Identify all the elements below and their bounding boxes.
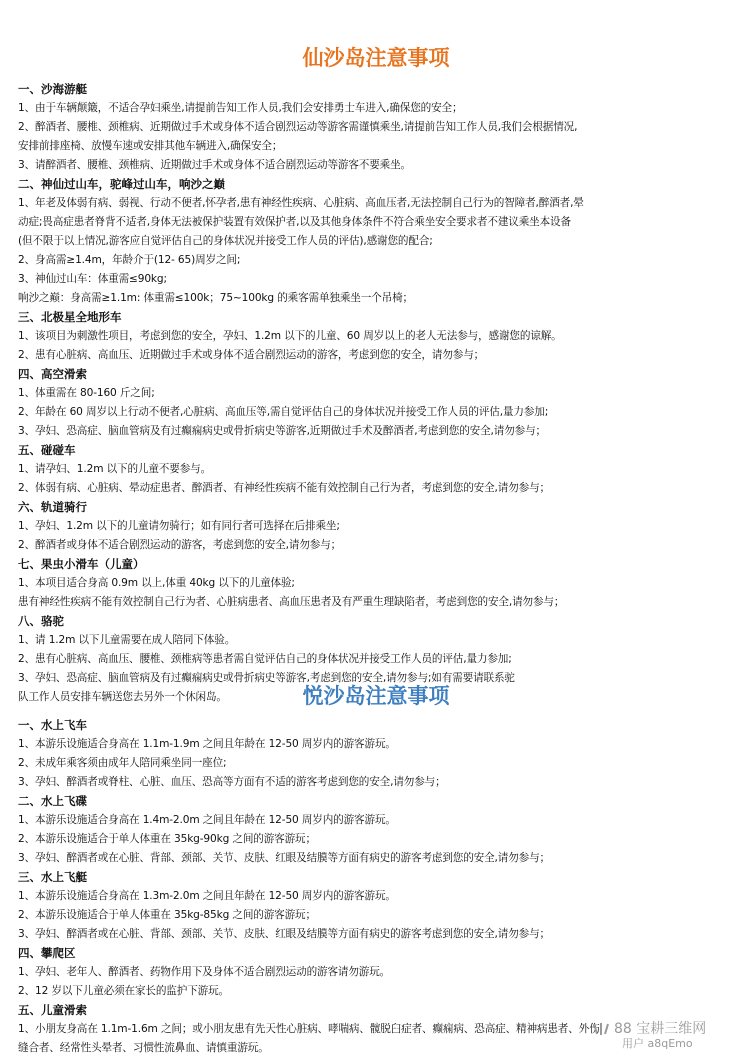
rule-line: 3、孕妇、醉酒者或脊柱、心脏、血压、恐高等方面有不适的游客考虑到您的安全,请勿参与； (18, 776, 446, 788)
rule-line: 1、本游乐设施适合身高在 1.4m-2.0m 之间且年龄在 12-50 周岁内的游客游玩。 (18, 814, 396, 826)
page-title-xianshadao: 仙沙岛注意事项 (302, 46, 450, 70)
rule-line: 1、体重需在 80-160 斤之间; (18, 387, 155, 399)
section-heading: 五、儿童滑索 (18, 1003, 87, 1017)
section-yueshadao (18, 716, 734, 1058)
section-heading: 一、水上飞车 (18, 718, 87, 732)
section-heading: 七、果虫小滑车（儿童） (18, 557, 145, 571)
watermark-site: 88 宝耕三维网 (614, 1021, 707, 1037)
rule-line: 1、孕妇、1.2m 以下的儿童请勿骑行；如有同行者可选择在后排乘坐; (18, 520, 340, 532)
rule-line: 动症;畏高症患者脊背不适者,身体无法被保护装置有效保护者,以及其他身体条件不符合乘坐安全要求者不建议乘坐本设备 (18, 216, 571, 228)
rule-line: 2、身高需≥1.4m，年龄介于(12- 65)周岁之间; (18, 254, 241, 266)
rule-line: 1、请 1.2m 以下儿童需要在成人陪同下体验。 (18, 634, 236, 646)
trident-logo-icon (592, 1022, 610, 1036)
section-xianshadao (18, 80, 734, 707)
rule-line: 1、本游乐设施适合身高在 1.1m-1.9m 之间且年龄在 12-50 周岁内的游客游玩。 (18, 738, 396, 750)
rule-line: 队工作人员安排车辆送您去另外一个休闲岛。 (18, 691, 227, 703)
section-heading: 四、高空滑索 (18, 367, 87, 381)
rule-line: 1、小朋友身高在 1.1m-1.6m 之间；或小朋友患有先天性心脏病、哮喘病、髋脱臼症者、癫痫病、恐高症、精神病患者、外伤 (18, 1023, 600, 1035)
rule-line: 患有神经性疾病不能有效控制自己行为者、心脏病患者、高血压患者及有严重生理缺陷者，考虑到您的安全,请勿参与； (18, 596, 565, 608)
rule-line: 1、请孕妇、1.2m 以下的儿童不要参与。 (18, 463, 212, 475)
rule-line: 2、未成年乘客须由成年人陪同乘坐同一座位; (18, 757, 227, 769)
section-heading: 五、碰碰车 (18, 443, 76, 457)
page-title-yueshadao: 悦沙岛注意事项 (302, 684, 450, 708)
rule-line: 2、患有心脏病、高血压、腰椎、颈椎病等患者需自觉评估自己的身体状况并接受工作人员的评估,量力参加; (18, 653, 512, 665)
rule-line: 安排前排座椅、放慢车速或安排其他车辆进入,确保安全； (18, 140, 283, 152)
rule-line: 3、请醉酒者、腰椎、颈椎病、近期做过手术或身体不适合剧烈运动等游客不要乘坐。 (18, 159, 412, 171)
rule-line: 2、年龄在 60 周岁以上行动不便者,心脏病、高血压等,需自觉评估自己的身体状况并接受工作人员的评估,量力参加; (18, 406, 549, 418)
rule-line: 1、年老及体弱有病、弱视、行动不便者,怀孕者,患有神经性疾病、心脏病、高血压者,无法控制自己行为的智障者,醉酒者,晕 (18, 197, 584, 209)
section-heading: 二、神仙过山车，驼峰过山车，响沙之巅 (18, 177, 225, 191)
rule-line: 1、本项目适合身高 0.9m 以上,体重 40kg 以下的儿童体验; (18, 577, 295, 589)
section-heading: 四、攀爬区 (18, 946, 76, 960)
rule-line: 3、孕妇、醉酒者或在心脏、背部、颈部、关节、皮肤、红眼及结膜等方面有病史的游客考虑到您的安全,请勿参与； (18, 928, 550, 940)
section-heading: 六、轨道骑行 (18, 500, 87, 514)
rule-line: 2、醉酒者、腰椎、颈椎病、近期做过手术或身体不适合剧烈运动等游客需谨慎乘坐,请提前告知工作人员,我们会根据情况, (18, 121, 578, 133)
watermark (592, 1021, 742, 1051)
rule-line: 1、本游乐设施适合身高在 1.3m-2.0m 之间且年龄在 12-50 周岁内的游客游玩。 (18, 890, 396, 902)
rule-line: 2、患有心脏病、高血压、近期做过手术或身体不适合剧烈运动的游客，考虑到您的安全，请勿参与； (18, 349, 485, 361)
section-heading: 二、水上飞碟 (18, 794, 87, 808)
rule-line: 响沙之巅：身高需≥1.1m: 体重需≤100k；75~100kg 的乘客需单独乘坐一个吊椅； (18, 292, 413, 304)
rule-line: (但不限于以上情况,游客应自觉评估自己的身体状况并接受工作人员的评估),感谢您的配合; (18, 235, 433, 247)
section-heading: 三、北极星全地形车 (18, 310, 122, 324)
rule-line: 3、神仙过山车：体重需≤90kg; (18, 273, 167, 285)
watermark-user: 用户 a8qEmo (622, 1037, 693, 1050)
rule-line: 缝合者、经常性头晕者、习惯性流鼻血、请慎重游玩。 (18, 1042, 269, 1054)
rule-line: 2、本游乐设施适合于单人体重在 35kg-85kg 之间的游客游玩； (18, 909, 316, 921)
rule-line: 3、孕妇、恐高症、脑血管病及有过癫痫病史或骨折病史等游客,考虑到您的安全,请勿参与;如有需要请联系驼 (18, 672, 515, 684)
rule-line: 2、本游乐设施适合于单人体重在 35kg-90kg 之间的游客游玩； (18, 833, 316, 845)
section-heading: 八、骆驼 (18, 614, 64, 628)
rule-line: 3、孕妇、醉酒者或在心脏、背部、颈部、关节、皮肤、红眼及结膜等方面有病史的游客考虑到您的安全,请勿参与； (18, 852, 550, 864)
rule-line: 1、由于车辆颠簸，不适合孕妇乘坐,请提前告知工作人员,我们会安排勇士车进入,确保您的安全； (18, 102, 463, 114)
section-heading: 一、沙海游艇 (18, 82, 87, 96)
rule-line: 2、12 岁以下儿童必须在家长的监护下游玩。 (18, 985, 229, 997)
section-heading: 三、水上飞艇 (18, 870, 87, 884)
rule-line: 2、醉酒者或身体不适合剧烈运动的游客，考虑到您的安全,请勿参与； (18, 539, 342, 551)
rule-line: 1、该项目为刺激性项目，考虑到您的安全，孕妇、1.2m 以下的儿童、60 周岁以上的老人无法参与，感谢您的谅解。 (18, 330, 562, 342)
rule-line: 3、孕妇、恐高症、脑血管病及有过癫痫病史或骨折病史等游客,近期做过手术及醉酒者,考虑到您的安全,请勿参与； (18, 425, 546, 437)
rule-line: 2、体弱有病、心脏病、晕动症患者、醉酒者、有神经性疾病不能有效控制自己行为者，考虑到您的安全,请勿参与； (18, 482, 550, 494)
rule-line: 1、孕妇、老年人、醉酒者、药物作用下及身体不适合剧烈运动的游客请勿游玩。 (18, 966, 391, 978)
